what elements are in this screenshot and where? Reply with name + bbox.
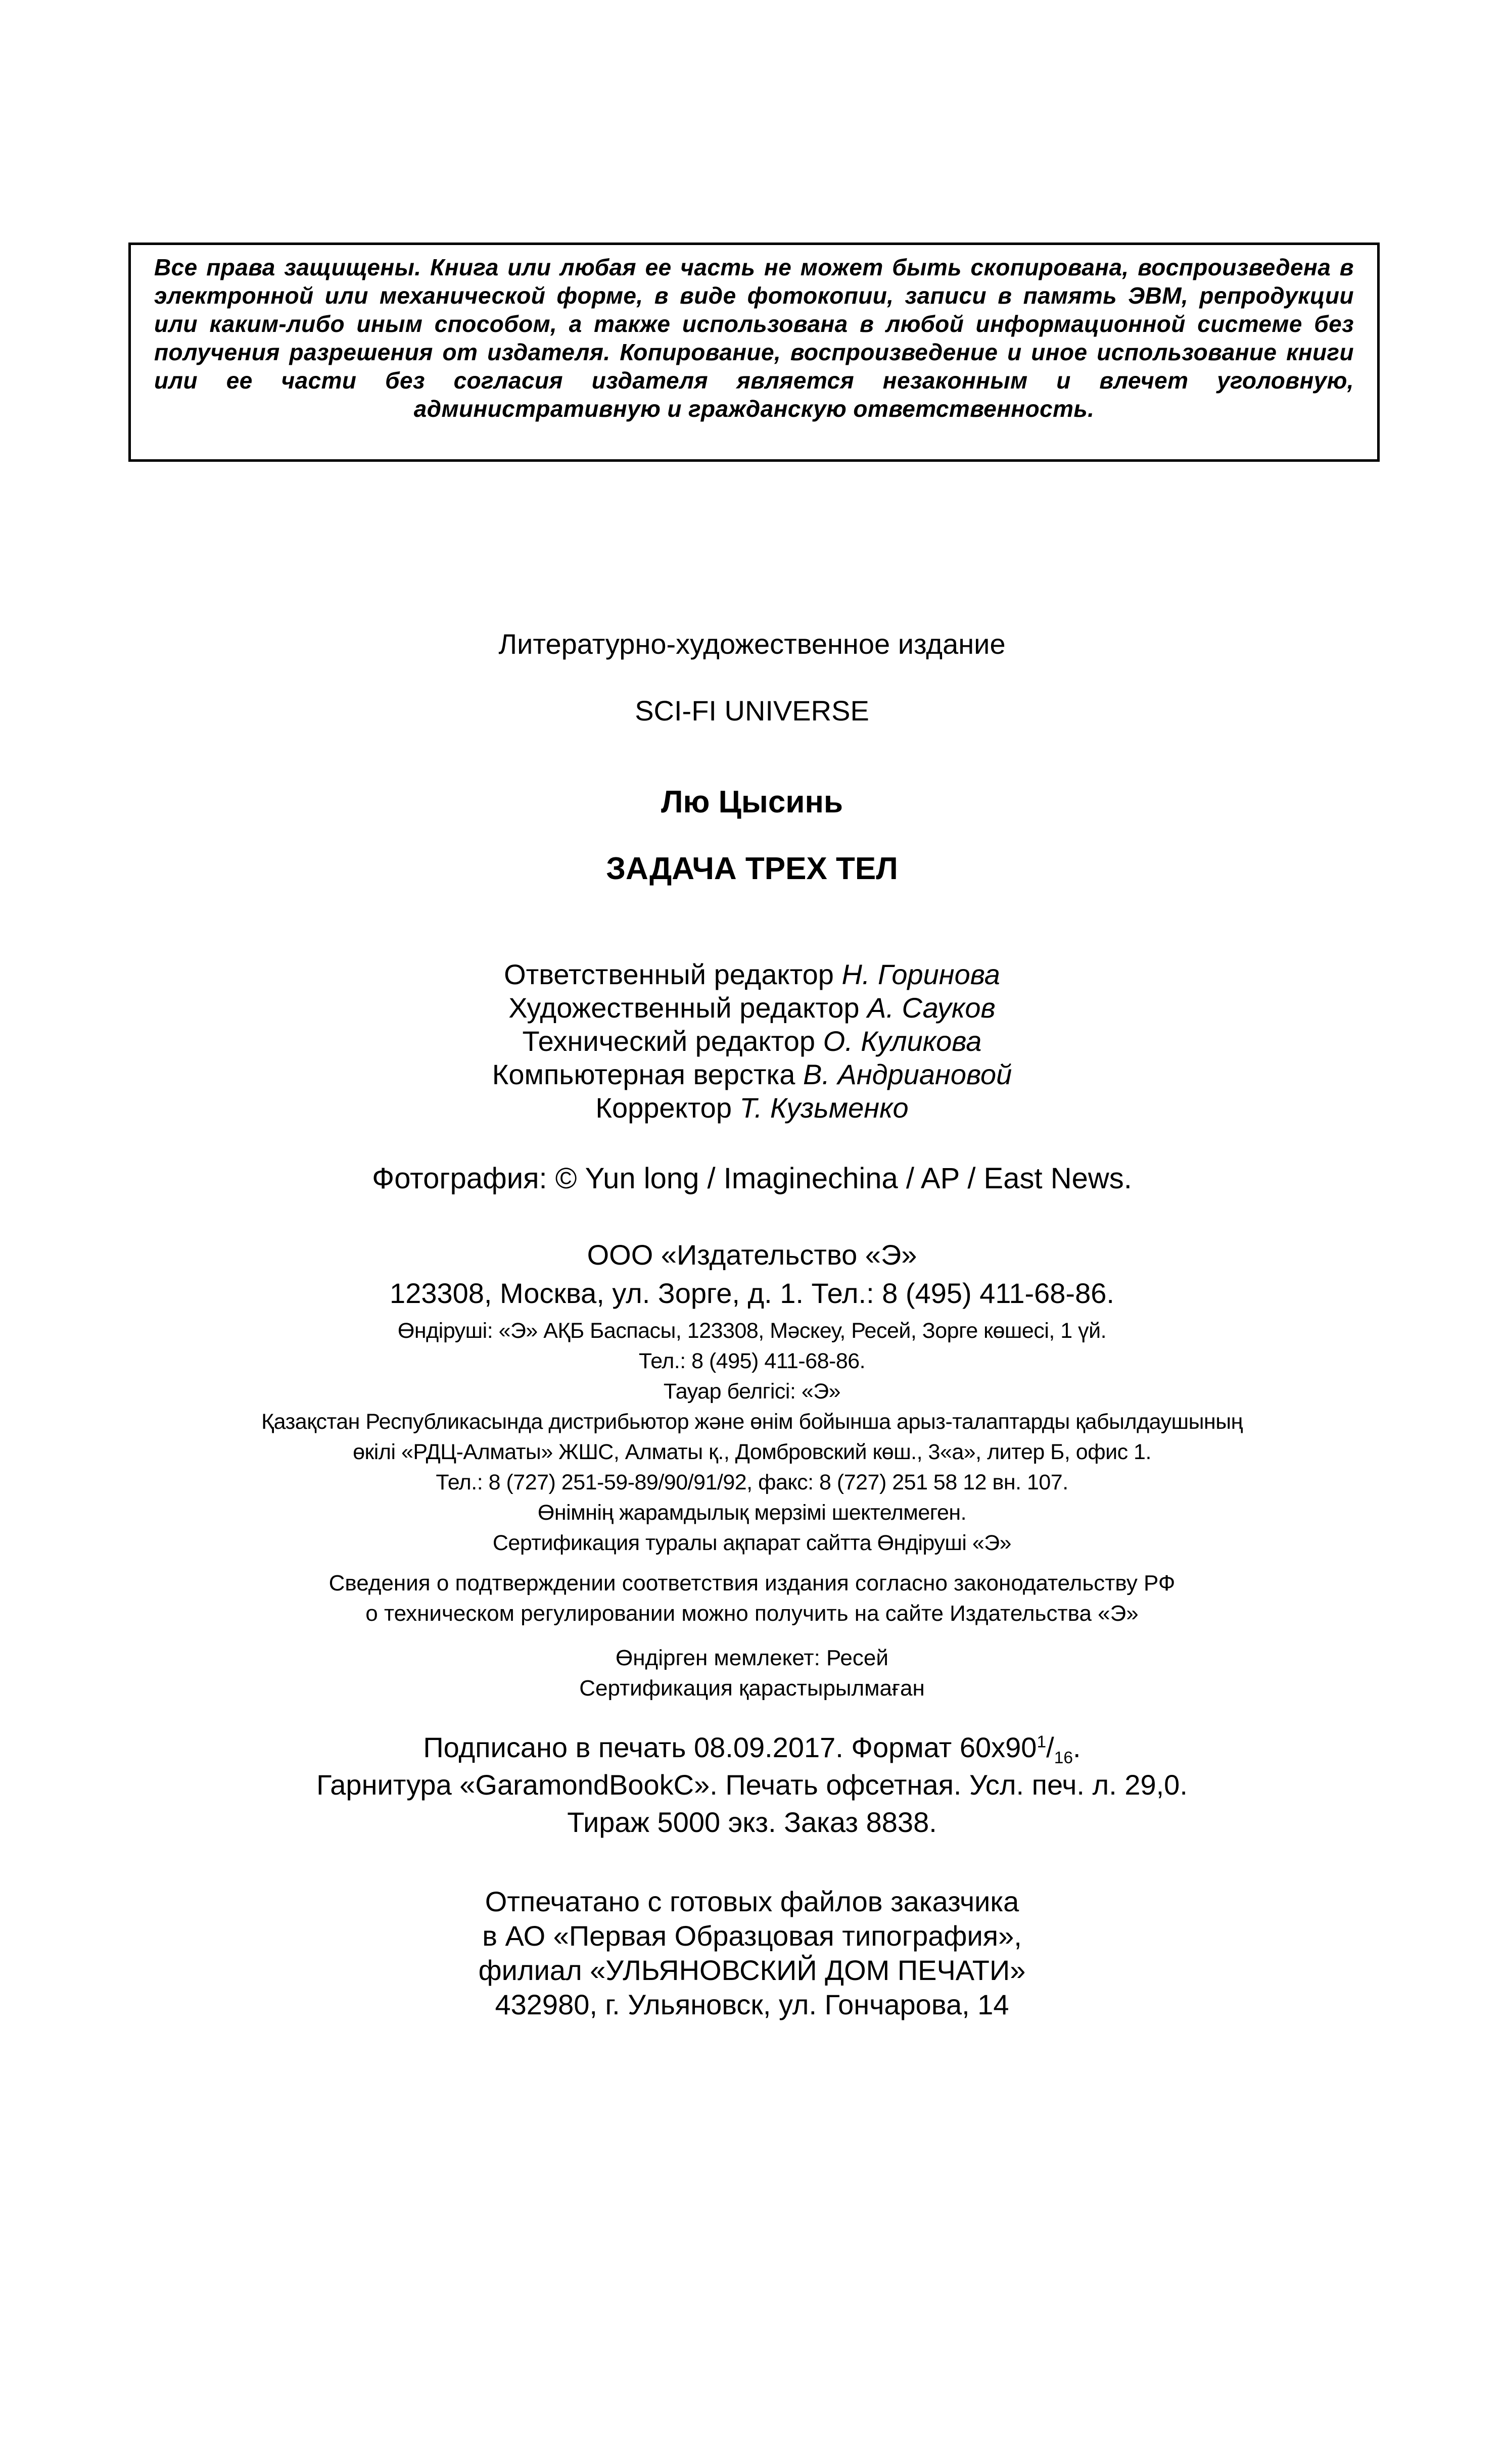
credit-role: Корректор	[595, 1092, 732, 1124]
publisher-info	[0, 1236, 1504, 1313]
credit-role: Ответственный редактор	[504, 958, 834, 990]
credit-role: Компьютерная верстка	[492, 1058, 795, 1090]
author-text: Лю Цысинь	[661, 785, 843, 819]
format-sup: 1	[1037, 1732, 1047, 1752]
kz-line: өкілі «РДЦ-Алматы» ЖШС, Алматы қ., Домбровский көш., 3«а», литер Б, офис 1.	[353, 1440, 1151, 1464]
print-specs-line-2: Гарнитура «GaramondBookC». Печать офсетная. Усл. печ. л. 29,0.	[316, 1769, 1188, 1801]
rf-compliance-info	[0, 1568, 1504, 1629]
credit-line	[0, 1058, 1504, 1091]
credit-role: Технический редактор	[522, 1025, 815, 1057]
copyright-notice	[128, 243, 1380, 462]
credit-person: Т. Кузьменко	[739, 1092, 909, 1124]
kz-line: Тел.: 8 (495) 411-68-86.	[638, 1349, 866, 1373]
rf-line: о техническом регулировании можно получить на сайте Издательства «Э»	[365, 1601, 1139, 1626]
kz-line: Тауар белгісі: «Э»	[663, 1379, 841, 1404]
producer-country-info	[0, 1643, 1504, 1704]
copyright-notice-text: Все права защищены. Книга или любая ее часть не может быть скопирована, воспроизведена в электронной или механической форме, в виде фотокопии, записи в память ЭВМ, репродукции или каким-либо иным способом, а также использована в любой информационной системе без получения разрешения от издателя. Копирование, воспроизведение и иное использование книги или ее части без согласия издателя является незаконным и влечет уголовную, административную и гражданскую ответственность.	[154, 254, 1354, 422]
imprint-type-text: Литературно-художественное издание	[498, 628, 1006, 660]
credit-role: Художественный редактор	[508, 992, 860, 1024]
series-text: SCI-FI UNIVERSE	[635, 695, 869, 727]
credit-person: Н. Горинова	[841, 958, 1000, 990]
kz-line: Сертификация туралы ақпарат сайтта Өндіруші «Э»	[492, 1531, 1012, 1555]
kz-line: Өнімнің жарамдылық мерзімі шектелмеген.	[537, 1501, 967, 1525]
credit-line	[0, 1091, 1504, 1125]
signed-date-text: Подписано в печать 08.09.2017. Формат 60х90	[423, 1731, 1037, 1763]
credit-person: В. Андриановой	[803, 1058, 1012, 1090]
kz-line: Тел.: 8 (727) 251-59-89/90/91/92, факс: 8 (727) 251 58 12 вн. 107.	[436, 1470, 1068, 1494]
publisher-name: ООО «Издательство «Э»	[587, 1239, 917, 1271]
printer-line: в АО «Первая Образцовая типография»,	[482, 1920, 1022, 1952]
series-name	[0, 693, 1504, 729]
format-sub: 16	[1054, 1749, 1073, 1768]
format-slash: /	[1046, 1731, 1054, 1763]
print-specs-line-1	[0, 1729, 1504, 1766]
publisher-address: 123308, Москва, ул. Зорге, д. 1. Тел.: 8 (495) 411-68-86.	[390, 1277, 1114, 1309]
photo-credit-text: Фотография: © Yun long / Imaginechina / AP / East News.	[372, 1162, 1132, 1195]
photo-credit	[0, 1161, 1504, 1196]
credit-line	[0, 991, 1504, 1025]
format-suffix: .	[1073, 1731, 1081, 1763]
printer-line: Отпечатано с готовых файлов заказчика	[485, 1886, 1019, 1917]
book-title-text: ЗАДАЧА ТРЕХ ТЕЛ	[606, 851, 898, 886]
credits-list	[0, 958, 1504, 1125]
print-specs-line-3: Тираж 5000 экз. Заказ 8838.	[567, 1806, 937, 1838]
kz-line: Қазақстан Республикасында дистрибьютор және өнім бойынша арыз-талаптарды қабылдаушының	[261, 1410, 1243, 1434]
producer-line: Сертификация қарастырылмаған	[579, 1676, 925, 1701]
book-title	[0, 849, 1504, 889]
print-specs	[0, 1729, 1504, 1841]
credit-person: О. Куликова	[823, 1025, 982, 1057]
rf-line: Сведения о подтверждении соответствия издания согласно законодательству РФ	[328, 1571, 1176, 1596]
printer-info	[0, 1885, 1504, 2022]
kz-manufacturer-info	[0, 1316, 1504, 1558]
kz-line: Өндіруші: «Э» АҚБ Баспасы, 123308, Мәскеу, Ресей, Зорге көшесі, 1 үй.	[397, 1319, 1107, 1343]
author-name	[0, 782, 1504, 823]
printer-line: филиал «УЛЬЯНОВСКИЙ ДОМ ПЕЧАТИ»	[478, 1954, 1026, 1986]
credit-line	[0, 1025, 1504, 1058]
producer-line: Өндірген мемлекет: Ресей	[616, 1646, 888, 1670]
credit-person: А. Сауков	[867, 992, 996, 1024]
imprint-type	[0, 626, 1504, 662]
credit-line	[0, 958, 1504, 991]
printer-line: 432980, г. Ульяновск, ул. Гончарова, 14	[495, 1989, 1009, 2020]
